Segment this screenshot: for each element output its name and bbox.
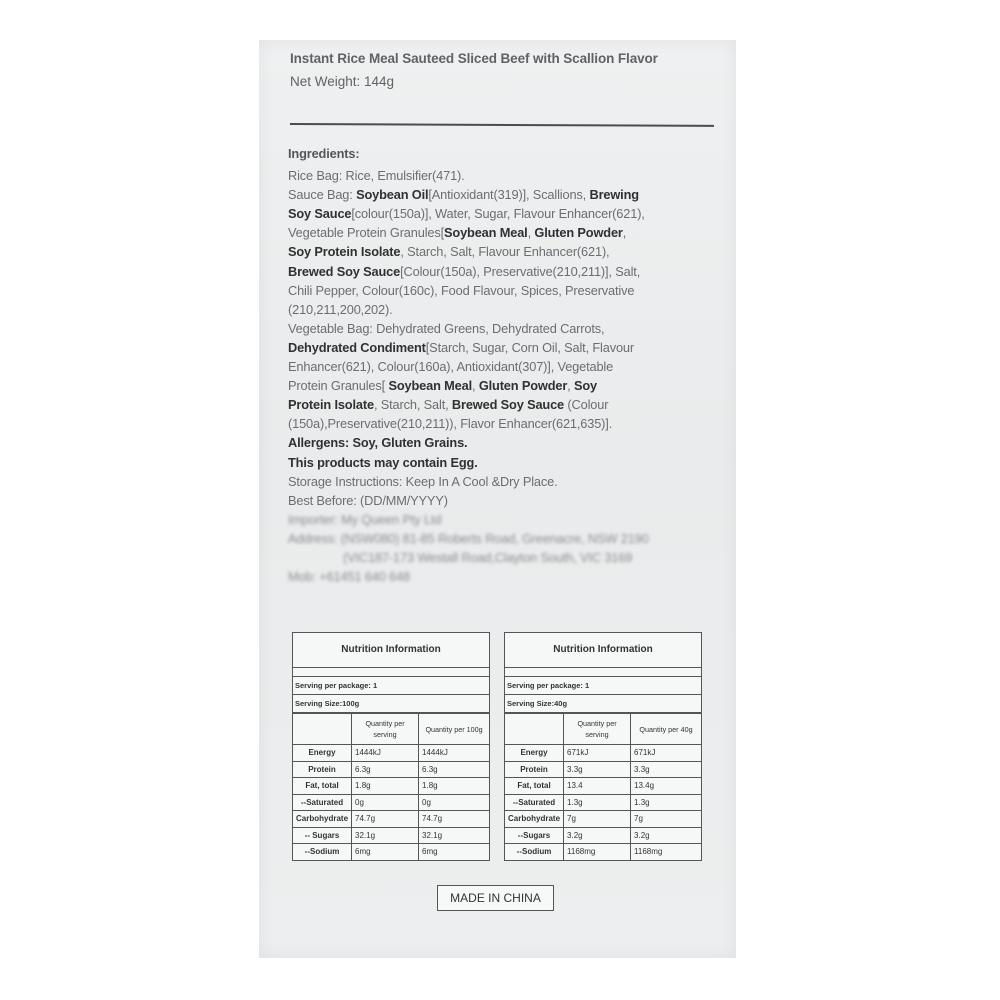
table-header-row	[293, 714, 489, 745]
nutrient-name: Protein	[505, 761, 564, 778]
per-unit-value: 1168mg	[631, 844, 701, 860]
per-unit-value: 0g	[419, 794, 489, 811]
allergens-statement: Allergens: Soy, Gluten Grains.	[288, 435, 468, 451]
header-quantity-per-unit: Quantity per 100g	[419, 714, 489, 745]
per-serving-value: 13.4	[564, 778, 631, 795]
ingredient-text: ,	[567, 378, 574, 394]
table-row	[505, 761, 701, 778]
header-quantity-per-serving: Quantity per serving	[352, 714, 419, 745]
ingredients-heading: Ingredients:	[288, 146, 360, 161]
ingredient-bold-text: Brewed Soy Sauce	[451, 397, 565, 413]
ingredients-line	[288, 338, 716, 357]
ingredients-line	[288, 395, 716, 414]
per-serving-value: 1168mg	[564, 844, 631, 860]
ingredients-line	[288, 204, 716, 223]
ingredient-bold-text: Soy	[573, 378, 598, 394]
ingredients-line	[288, 223, 716, 242]
table-row	[505, 778, 701, 795]
ingredients-line	[288, 242, 716, 261]
per-serving-value: 6mg	[352, 844, 419, 860]
per-unit-value: 6.3g	[419, 761, 489, 778]
made-in-china-badge: MADE IN CHINA	[437, 885, 554, 911]
divider	[290, 123, 714, 127]
product-title: Instant Rice Meal Sauteed Sliced Beef with Scallion Flavor	[290, 51, 658, 66]
ingredient-text: (210,211,200,202).	[288, 301, 393, 317]
table-row	[293, 844, 489, 860]
table-row	[505, 811, 701, 828]
table-row	[505, 745, 701, 762]
ingredient-text: Chili Pepper, Colour(160c), Food Flavour, Spices, Preservative	[288, 282, 635, 298]
ingredient-text: (150a),Preservative(210,211)), Flavor Enhancer(621,635)].	[288, 416, 613, 432]
per-unit-value: 74.7g	[419, 811, 489, 828]
nutrient-name: -- Sugars	[293, 827, 352, 844]
product-label	[259, 40, 736, 958]
per-serving-value: 32.1g	[352, 827, 419, 844]
per-unit-value: 3.3g	[631, 761, 701, 778]
per-unit-value: 1.8g	[419, 778, 489, 795]
ingredient-text: , Starch, Salt,	[373, 397, 452, 413]
ingredient-text: [colour(150a)], Water, Sugar, Flavour Enhancer(621),	[351, 206, 645, 222]
nutrient-name: Energy	[505, 745, 564, 762]
best-before: Best Before: (DD/MM/YYYY)	[288, 492, 448, 508]
ingredient-bold-text: Brewed Soy Sauce	[288, 263, 401, 279]
ingredient-text: Rice Bag: Rice, Emulsifier(471).	[288, 168, 465, 184]
nutrient-name: Energy	[293, 745, 352, 762]
table-header-row	[505, 714, 701, 745]
per-serving-value: 3.3g	[564, 761, 631, 778]
serving-per-package: Serving per package: 1	[505, 677, 701, 695]
net-weight: Net Weight: 144g	[290, 74, 395, 89]
per-unit-value: 1.3g	[631, 794, 701, 811]
ingredient-text: Vegetable Protein Granules[	[288, 225, 445, 241]
ingredient-bold-text: Soy Sauce	[288, 206, 352, 222]
nutrition-title: Nutrition Information	[293, 633, 489, 668]
per-serving-value: 671kJ	[564, 745, 631, 762]
per-serving-value: 3.2g	[564, 827, 631, 844]
per-unit-value: 6mg	[419, 844, 489, 860]
header-quantity-per-unit: Quantity per 40g	[631, 714, 701, 745]
table-row	[505, 794, 701, 811]
per-unit-value: 1444kJ	[419, 745, 489, 762]
per-serving-value: 1.8g	[352, 778, 419, 795]
ingredients-block	[288, 144, 716, 586]
may-contain-statement: This products may contain Egg.	[288, 454, 478, 470]
ingredients-line	[288, 262, 716, 281]
nutrition-body	[505, 714, 701, 860]
ingredients-line	[288, 281, 716, 300]
nutrient-name: --Saturated	[505, 794, 564, 811]
ingredients-line	[288, 166, 716, 185]
table-row	[505, 827, 701, 844]
ingredients-line	[288, 300, 716, 319]
serving-size: Serving Size:40g	[505, 695, 701, 713]
ingredients-line	[288, 185, 716, 204]
table-gap	[293, 668, 489, 677]
ingredient-bold-text: Soybean Meal	[388, 378, 472, 394]
per-unit-value: 3.2g	[631, 827, 701, 844]
storage-instructions: Storage Instructions: Keep In A Cool &Dry Place.	[288, 473, 558, 489]
ingredients-lines	[288, 166, 716, 433]
serving-size: Serving Size:100g	[293, 695, 489, 713]
nutrition-table-per-100g	[292, 632, 490, 861]
ingredients-line	[288, 376, 716, 395]
importer: Importer: My Queen Pty Ltd	[288, 511, 442, 527]
per-unit-value: 13.4g	[631, 778, 701, 795]
header-blank	[293, 714, 352, 745]
nutrition-body	[293, 714, 489, 860]
ingredient-bold-text: Soybean Meal	[444, 225, 528, 241]
ingredient-bold-text: Protein Isolate	[288, 397, 374, 413]
table-gap	[505, 668, 701, 677]
nutrient-name: Carbohydrate	[293, 811, 352, 828]
table-row	[293, 761, 489, 778]
address-line-1: Address: (NSW080) 81-85 Roberts Road, Greenacre, NSW 2190	[288, 530, 649, 546]
ingredient-text: [Colour(150a), Preservative(210,211)], Salt,	[400, 263, 641, 279]
nutrition-table-per-40g	[504, 632, 702, 861]
per-unit-value: 671kJ	[631, 745, 701, 762]
nutrient-name: --Sugars	[505, 827, 564, 844]
nutrient-name: Carbohydrate	[505, 811, 564, 828]
per-serving-value: 6.3g	[352, 761, 419, 778]
per-serving-value: 1.3g	[564, 794, 631, 811]
nutrition-title: Nutrition Information	[505, 633, 701, 668]
nutrient-name: --Saturated	[293, 794, 352, 811]
per-serving-value: 0g	[352, 794, 419, 811]
header-quantity-per-serving: Quantity per serving	[564, 714, 631, 745]
ingredient-text: ,	[472, 378, 479, 394]
nutrient-name: --Sodium	[505, 844, 564, 860]
address-line-2: (VIC187-173 Westall Road,Clayton South, VIC 3169	[343, 549, 633, 565]
ingredients-line	[288, 357, 716, 376]
ingredients-line	[288, 319, 716, 338]
ingredient-text: ,	[622, 225, 627, 241]
per-serving-value: 7g	[564, 811, 631, 828]
nutrient-name: Fat, total	[505, 778, 564, 795]
nutrient-name: --Sodium	[293, 844, 352, 860]
per-unit-value: 32.1g	[419, 827, 489, 844]
per-serving-value: 74.7g	[352, 811, 419, 828]
ingredient-text: Vegetable Bag: Dehydrated Greens, Dehydrated Carrots,	[288, 320, 605, 336]
ingredient-bold-text: Gluten Powder	[478, 378, 568, 394]
table-row	[293, 794, 489, 811]
per-unit-value: 7g	[631, 811, 701, 828]
ingredient-text: Protein Granules[	[288, 378, 389, 394]
ingredient-text: Enhancer(621), Colour(160a), Antioxidant(307)], Vegetable	[288, 359, 614, 375]
ingredient-bold-text: Soy Protein Isolate	[288, 244, 401, 260]
ingredient-text: [Starch, Sugar, Corn Oil, Salt, Flavour	[425, 339, 635, 355]
ingredient-text: [Antioxidant(319)], Scallions,	[428, 187, 590, 203]
table-row	[293, 827, 489, 844]
ingredient-bold-text: Gluten Powder	[534, 225, 623, 241]
ingredient-text: Sauce Bag:	[288, 187, 357, 203]
ingredient-text: ,	[527, 225, 535, 241]
table-row	[293, 778, 489, 795]
ingredient-text: (Colour	[564, 397, 609, 413]
table-row	[293, 745, 489, 762]
ingredients-line	[288, 414, 716, 433]
mobile-number: Mob: +61451 640 648	[288, 569, 411, 585]
ingredient-text: , Starch, Salt, Flavour Enhancer(621),	[400, 244, 610, 260]
nutrient-name: Fat, total	[293, 778, 352, 795]
ingredient-bold-text: Brewing	[589, 187, 639, 203]
ingredient-bold-text: Soybean Oil	[356, 187, 429, 203]
nutrition-grid	[293, 713, 489, 860]
ingredient-bold-text: Dehydrated Condiment	[288, 339, 426, 355]
per-serving-value: 1444kJ	[352, 745, 419, 762]
serving-per-package: Serving per package: 1	[293, 677, 489, 695]
nutrient-name: Protein	[293, 761, 352, 778]
table-row	[505, 844, 701, 860]
header-blank	[505, 714, 564, 745]
table-row	[293, 811, 489, 828]
nutrition-grid	[505, 713, 701, 860]
